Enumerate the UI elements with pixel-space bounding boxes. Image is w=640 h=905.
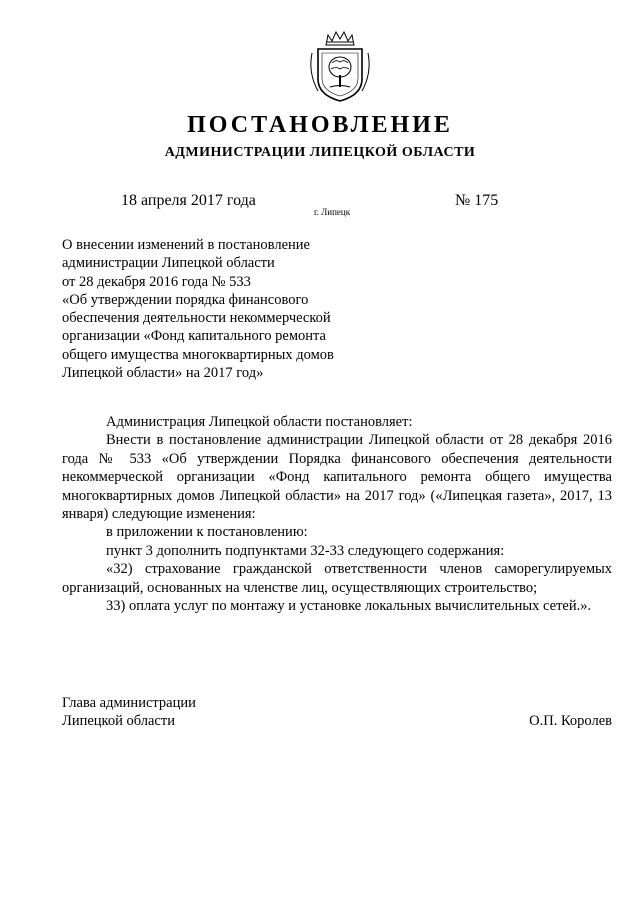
heading-line: от 28 декабря 2016 года № 533 bbox=[62, 273, 251, 290]
signature-block bbox=[62, 694, 612, 731]
body-paragraph: «32) страхование гражданской ответственности членов саморегулируемых организаций, основанных на членстве лиц, осуществляющих строительство; bbox=[62, 561, 612, 596]
signatory-name: О.П. Королев bbox=[529, 713, 612, 730]
document-date: 18 апреля 2017 года bbox=[121, 192, 256, 209]
heading-line: общего имущества многоквартирных домов bbox=[62, 346, 334, 363]
signatory-region: Липецкой области bbox=[62, 713, 175, 730]
heading-line: «Об утверждении порядка финансового bbox=[62, 291, 309, 308]
heading-line: организации «Фонд капитального ремонта bbox=[62, 328, 326, 345]
body-paragraph: в приложении к постановлению: bbox=[106, 524, 308, 541]
signatory-position: Глава администрации bbox=[62, 695, 196, 711]
heading-line: обеспечения деятельности некоммерческой bbox=[62, 310, 331, 327]
document-subtitle: АДМИНИСТРАЦИИ ЛИПЕЦКОЙ ОБЛАСТИ bbox=[164, 145, 476, 160]
heading-line: Липецкой области» на 2017 год» bbox=[62, 365, 264, 382]
body-paragraph: 33) оплата услуг по монтажу и установке локальных вычислительных сетей.». bbox=[106, 598, 592, 615]
heading-line: О внесении изменений в постановление bbox=[62, 237, 310, 253]
resolution-body bbox=[62, 413, 612, 615]
body-paragraph: Внести в постановление администрации Липецкой области от 28 декабря 2016 года № 533 «Об утверждении Порядка финансового обеспечения деятельности некоммерческой организации «Фонд капитального ремонта общего имущества многоквартирных домов Липецкой области» на 2017 год» («Липецкая газета», 2017, 13 января) следующие изменения: bbox=[62, 432, 612, 523]
document-number: № 175 bbox=[455, 192, 499, 209]
body-paragraph: пункт 3 дополнить подпунктами 32-33 следующего содержания: bbox=[106, 542, 505, 559]
resolution-heading bbox=[62, 236, 362, 382]
body-paragraph: Администрация Липецкой области постановляет: bbox=[106, 414, 413, 430]
document-place: г. Липецк bbox=[314, 207, 351, 217]
document-title: ПОСТАНОВЛЕНИЕ bbox=[187, 112, 453, 138]
coat-of-arms-icon bbox=[304, 27, 376, 103]
heading-line: администрации Липецкой области bbox=[62, 255, 275, 272]
